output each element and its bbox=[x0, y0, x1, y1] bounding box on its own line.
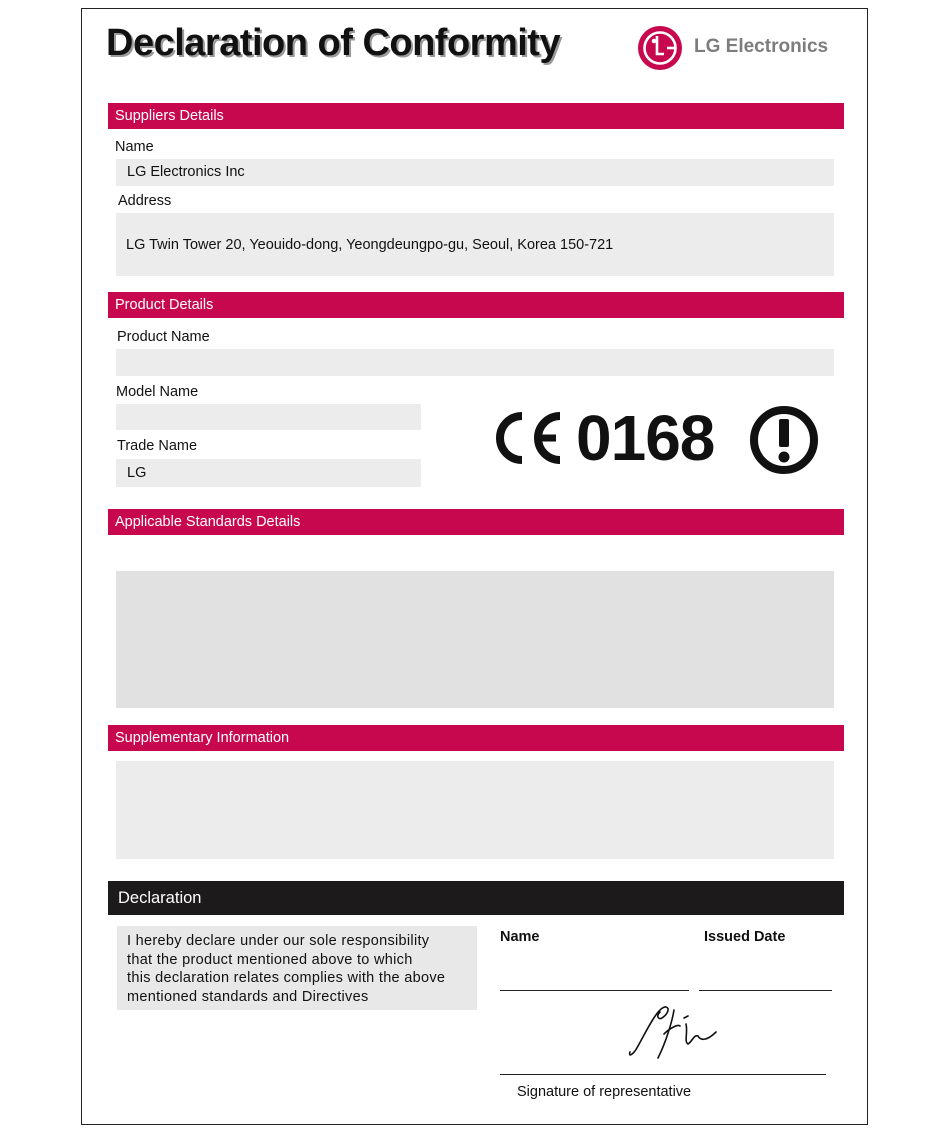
alert-circle-icon bbox=[748, 404, 820, 476]
model-name-label: Model Name bbox=[116, 384, 199, 400]
supplementary-content-box bbox=[116, 761, 834, 859]
declaration-line-3: this declaration relates complies with the above bbox=[127, 970, 446, 986]
signatory-name-label: Name bbox=[500, 929, 540, 945]
section-suppliers-header: Suppliers Details bbox=[108, 103, 844, 129]
signatory-name-line bbox=[500, 990, 689, 991]
declaration-line-4: mentioned standards and Directives bbox=[127, 988, 369, 1005]
declaration-line-2: that the product mentioned above to which bbox=[127, 951, 413, 968]
notified-body-number: 0168 bbox=[576, 402, 715, 474]
document-title: Declaration of Conformity bbox=[106, 22, 561, 64]
declaration-line-1: I hereby declare under our sole responsibility bbox=[127, 933, 430, 949]
issued-date-label: Issued Date bbox=[704, 929, 786, 945]
section-supplementary-header: Supplementary Information bbox=[108, 725, 844, 751]
supplier-address-value: LG Twin Tower 20, Yeouido-dong, Yeongdeungpo-gu, Seoul, Korea 150-721 bbox=[126, 237, 614, 253]
supplier-name-value: LG Electronics Inc bbox=[127, 164, 245, 180]
product-name-field bbox=[116, 349, 834, 376]
supplier-name-field bbox=[116, 159, 834, 186]
supplier-address-field bbox=[116, 213, 834, 276]
brand-name: LG Electronics bbox=[694, 36, 829, 57]
signature-label: Signature of representative bbox=[517, 1084, 692, 1100]
section-product-header: Product Details bbox=[108, 292, 844, 318]
trade-name-field bbox=[116, 459, 421, 487]
model-name-field bbox=[116, 404, 421, 430]
standards-content-box bbox=[116, 571, 834, 708]
section-declaration-header: Declaration bbox=[108, 881, 844, 915]
lg-face-icon bbox=[636, 24, 684, 72]
issued-date-line bbox=[699, 990, 832, 991]
supplier-address-label: Address bbox=[118, 193, 172, 209]
declaration-statement bbox=[117, 926, 477, 1010]
signature-line bbox=[500, 1074, 826, 1075]
trade-name-label: Trade Name bbox=[117, 438, 198, 454]
product-name-label: Product Name bbox=[117, 329, 210, 345]
handwritten-signature-icon bbox=[622, 1002, 722, 1064]
supplier-name-label: Name bbox=[115, 139, 154, 155]
ce-mark-icon bbox=[494, 410, 564, 466]
section-standards-header: Applicable Standards Details bbox=[108, 509, 844, 535]
trade-name-value: LG bbox=[127, 465, 147, 481]
